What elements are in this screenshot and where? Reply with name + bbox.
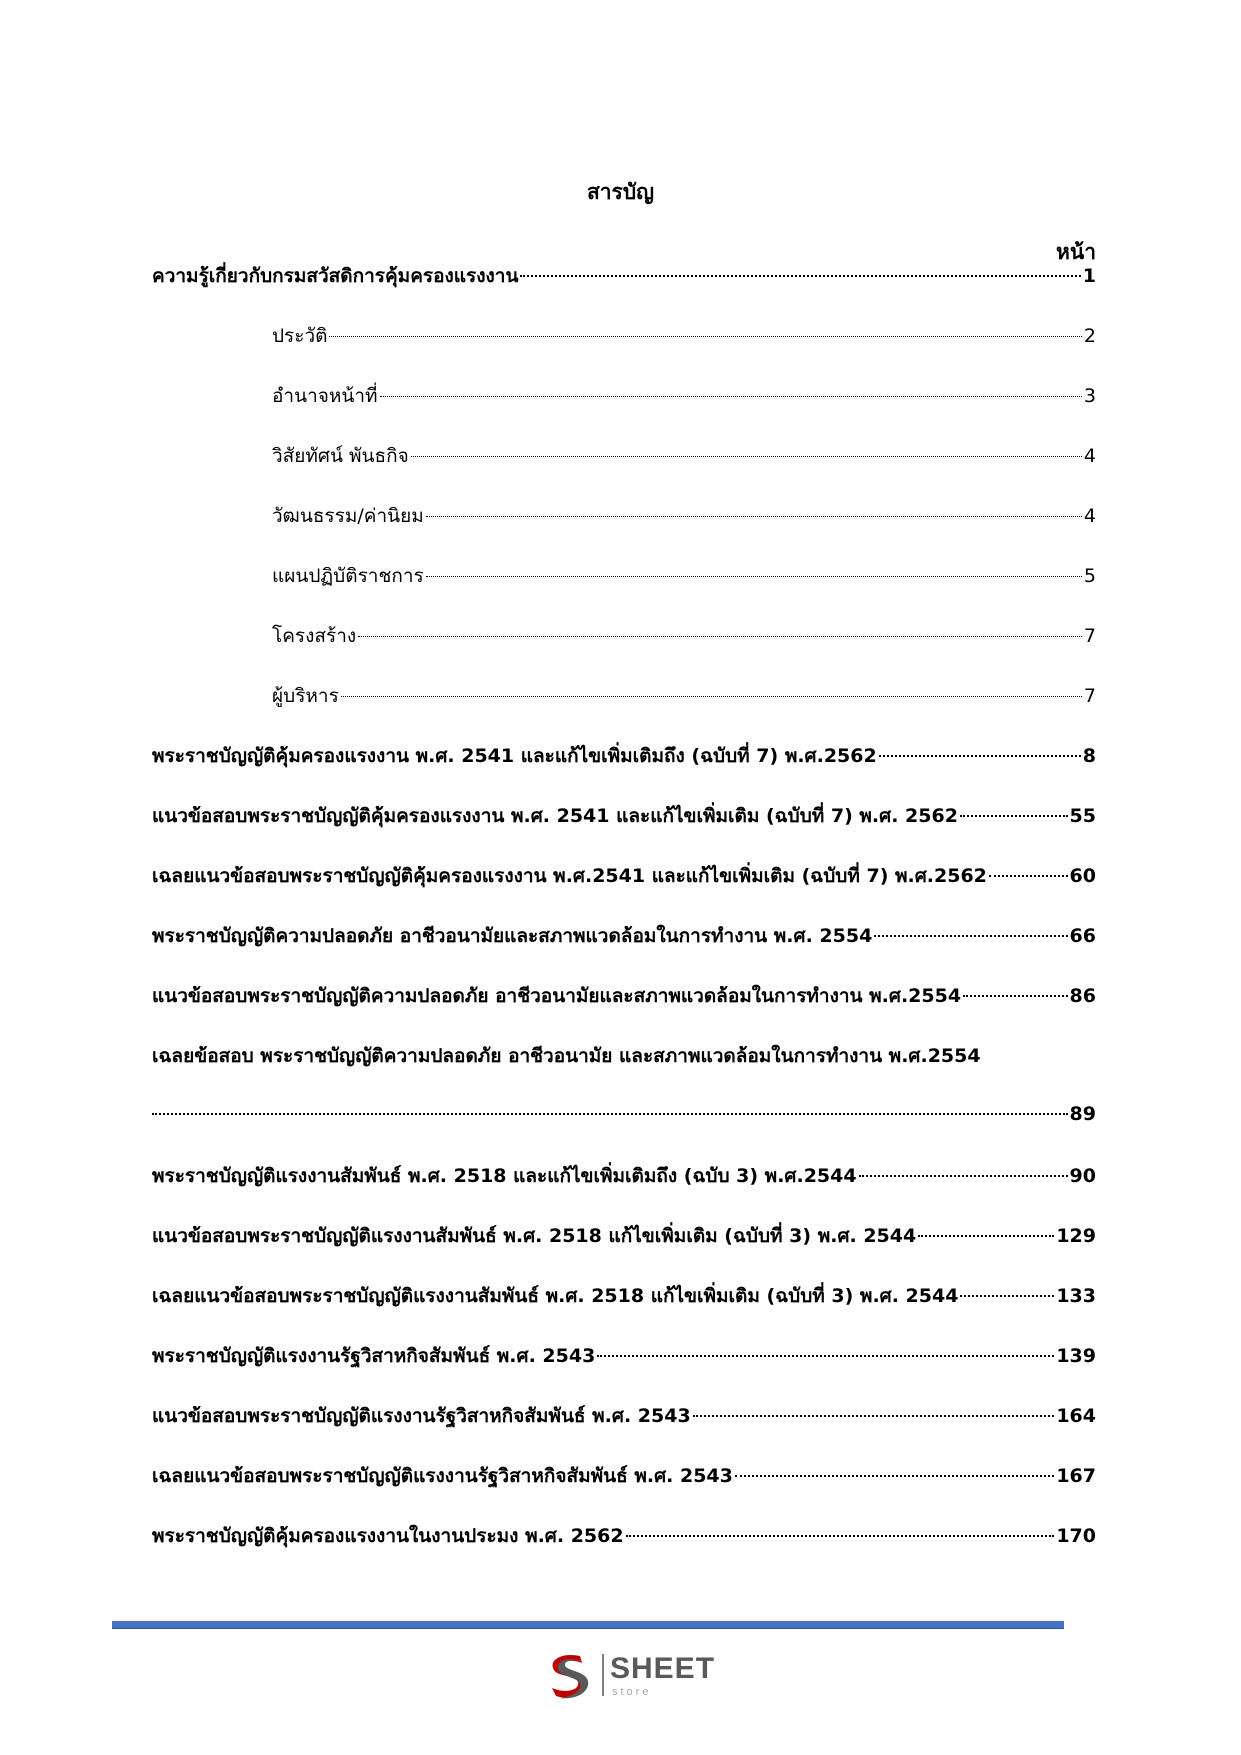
dot-leader bbox=[960, 1295, 1054, 1297]
toc-entry-label: แนวข้อสอบพระราชบัญญัติคุ้มครองแรงงาน พ.ศ. 2541 และแก้ไขเพิ่มเติม (ฉบับที่ 7) พ.ศ. 2562 bbox=[152, 805, 958, 827]
toc-entry-label: แผนปฏิบัติราชการ bbox=[272, 565, 424, 587]
toc-entry[interactable] bbox=[272, 322, 1096, 350]
toc-entry-label: แนวข้อสอบพระราชบัญญัติแรงงานสัมพันธ์ พ.ศ. 2518 แก้ไขเพิ่มเติม (ฉบับที่ 3) พ.ศ. 2544 bbox=[152, 1225, 917, 1247]
toc-entry-page: 8 bbox=[1082, 745, 1096, 767]
toc-entry-page: 139 bbox=[1056, 1345, 1096, 1367]
toc-entry-label: ความรู้เกี่ยวกับกรมสวัสดิการคุ้มครองแรงงาน bbox=[152, 265, 519, 287]
toc-entry-page: 4 bbox=[1083, 505, 1096, 527]
toc-entry[interactable] bbox=[272, 562, 1096, 590]
toc-entry[interactable] bbox=[152, 1402, 1096, 1430]
toc-entry-label: แนวข้อสอบพระราชบัญญัติแรงงานรัฐวิสาหกิจสัมพันธ์ พ.ศ. 2543 bbox=[152, 1405, 691, 1427]
dot-leader bbox=[341, 696, 1082, 697]
dot-leader bbox=[918, 1235, 1054, 1237]
toc-entry[interactable] bbox=[152, 1462, 1096, 1490]
toc-entry-label: โครงสร้าง bbox=[272, 625, 357, 647]
dot-leader bbox=[597, 1355, 1054, 1357]
dot-leader bbox=[329, 336, 1081, 337]
toc-entry-label: วิสัยทัศน์ พันธกิจ bbox=[272, 445, 409, 467]
toc-entry-label: พระราชบัญญัติแรงงานรัฐวิสาหกิจสัมพันธ์ พ.ศ. 2543 bbox=[152, 1345, 596, 1367]
toc-entry[interactable] bbox=[152, 922, 1096, 950]
toc-entry-page: 1 bbox=[1082, 265, 1096, 287]
toc-entry-page: 60 bbox=[1069, 865, 1096, 887]
toc-entry[interactable] bbox=[152, 1162, 1096, 1190]
logo-separator bbox=[602, 1654, 604, 1696]
toc-entry-page: 4 bbox=[1083, 445, 1096, 467]
footer-rule bbox=[112, 1621, 1064, 1629]
dot-leader bbox=[874, 935, 1067, 937]
toc-entry[interactable] bbox=[152, 982, 1096, 1010]
toc-entry-page: 55 bbox=[1069, 805, 1096, 827]
toc-entry[interactable] bbox=[152, 742, 1096, 770]
dot-leader bbox=[859, 1175, 1068, 1177]
toc-entry[interactable] bbox=[152, 1282, 1096, 1310]
toc-entry-label: เฉลยแนวข้อสอบพระราชบัญญัติแรงงานรัฐวิสาหกิจสัมพันธ์ พ.ศ. 2543 bbox=[152, 1465, 733, 1487]
toc-title: สารบัญ bbox=[586, 180, 655, 204]
dot-leader bbox=[963, 995, 1067, 997]
toc-entry-page: 3 bbox=[1083, 385, 1096, 407]
dot-leader bbox=[426, 516, 1082, 517]
toc-entry-label: เฉลยข้อสอบ พระราชบัญญัติความปลอดภัย อาชีวอนามัย และสภาพแวดล้อมในการทำงาน พ.ศ.2554 bbox=[152, 1045, 981, 1067]
dot-leader bbox=[426, 576, 1082, 577]
toc-entry-label: อำนาจหน้าที่ bbox=[272, 385, 378, 407]
toc-entry-wrapped[interactable] bbox=[152, 1042, 1096, 1125]
dot-leader bbox=[626, 1535, 1055, 1537]
page-column-header: หน้า bbox=[1056, 240, 1096, 264]
toc-entry-page: 5 bbox=[1083, 565, 1096, 587]
toc-entry-page: 133 bbox=[1056, 1285, 1096, 1307]
toc-entry[interactable] bbox=[152, 262, 1096, 290]
sheet-store-logo-icon bbox=[540, 1648, 596, 1704]
toc-entry-page: 164 bbox=[1056, 1405, 1096, 1427]
toc-entry[interactable] bbox=[152, 1342, 1096, 1370]
toc-entry-label: พระราชบัญญัติคุ้มครองแรงงาน พ.ศ. 2541 และแก้ไขเพิ่มเติมถึง (ฉบับที่ 7) พ.ศ.2562 bbox=[152, 745, 877, 767]
dot-leader bbox=[960, 815, 1068, 817]
dot-leader bbox=[879, 755, 1081, 757]
toc-entry-page: 2 bbox=[1083, 325, 1096, 347]
toc-entry-page: 66 bbox=[1069, 925, 1096, 947]
dot-leader bbox=[358, 636, 1082, 637]
toc-entry[interactable] bbox=[272, 622, 1096, 650]
toc-entry[interactable] bbox=[152, 1522, 1096, 1550]
toc-entry-continuation bbox=[152, 1100, 1096, 1128]
dot-leader bbox=[989, 875, 1068, 877]
toc-entry[interactable] bbox=[152, 1222, 1096, 1250]
toc-entry[interactable] bbox=[272, 382, 1096, 410]
dot-leader bbox=[735, 1475, 1054, 1477]
toc-entry[interactable] bbox=[272, 682, 1096, 710]
dot-leader bbox=[520, 275, 1080, 277]
toc-entry-label: เฉลยแนวข้อสอบพระราชบัญญัติแรงงานสัมพันธ์ พ.ศ. 2518 แก้ไขเพิ่มเติม (ฉบับที่ 3) พ.ศ. 2544 bbox=[152, 1285, 959, 1307]
toc-entry-label: พระราชบัญญัติแรงงานสัมพันธ์ พ.ศ. 2518 และแก้ไขเพิ่มเติมถึง (ฉบับ 3) พ.ศ.2544 bbox=[152, 1165, 857, 1187]
toc-entry-label: ประวัติ bbox=[272, 325, 328, 347]
toc-entry[interactable] bbox=[272, 502, 1096, 530]
toc-entry-label: พระราชบัญญัติคุ้มครองแรงงานในงานประมง พ.ศ. 2562 bbox=[152, 1525, 624, 1547]
toc-entry-page: 7 bbox=[1083, 685, 1096, 707]
dot-leader bbox=[380, 396, 1082, 397]
toc-entry-page: 90 bbox=[1069, 1165, 1096, 1187]
dot-leader bbox=[411, 456, 1082, 457]
toc-entry-label: วัฒนธรรม/ค่านิยม bbox=[272, 505, 424, 527]
toc-entry-label: พระราชบัญญัติความปลอดภัย อาชีวอนามัยและสภาพแวดล้อมในการทำงาน พ.ศ. 2554 bbox=[152, 925, 873, 947]
toc-entry-label: ผู้บริหาร bbox=[272, 685, 339, 707]
logo-sub-text: store bbox=[612, 1686, 652, 1698]
toc-entry-page: 7 bbox=[1083, 625, 1096, 647]
dot-leader bbox=[152, 1113, 1068, 1115]
toc-entry-page: 86 bbox=[1069, 985, 1096, 1007]
toc-entry-label: แนวข้อสอบพระราชบัญญัติความปลอดภัย อาชีวอนามัยและสภาพแวดล้อมในการทำงาน พ.ศ.2554 bbox=[152, 985, 962, 1007]
logo-brand-text: SHEET bbox=[610, 1652, 716, 1685]
toc-entry[interactable] bbox=[272, 442, 1096, 470]
toc-entry-page: 170 bbox=[1056, 1525, 1096, 1547]
toc-entry-page: 167 bbox=[1056, 1465, 1096, 1487]
toc-entry-label: เฉลยแนวข้อสอบพระราชบัญญัติคุ้มครองแรงงาน พ.ศ.2541 และแก้ไขเพิ่มเติม (ฉบับที่ 7) พ.ศ.2562 bbox=[152, 865, 987, 887]
toc-entry-page: 89 bbox=[1069, 1103, 1096, 1125]
sheet-store-logo bbox=[540, 1648, 720, 1704]
toc-entry[interactable] bbox=[152, 862, 1096, 890]
toc-entry[interactable] bbox=[152, 802, 1096, 830]
dot-leader bbox=[693, 1415, 1055, 1417]
toc-entry-page: 129 bbox=[1056, 1225, 1096, 1247]
